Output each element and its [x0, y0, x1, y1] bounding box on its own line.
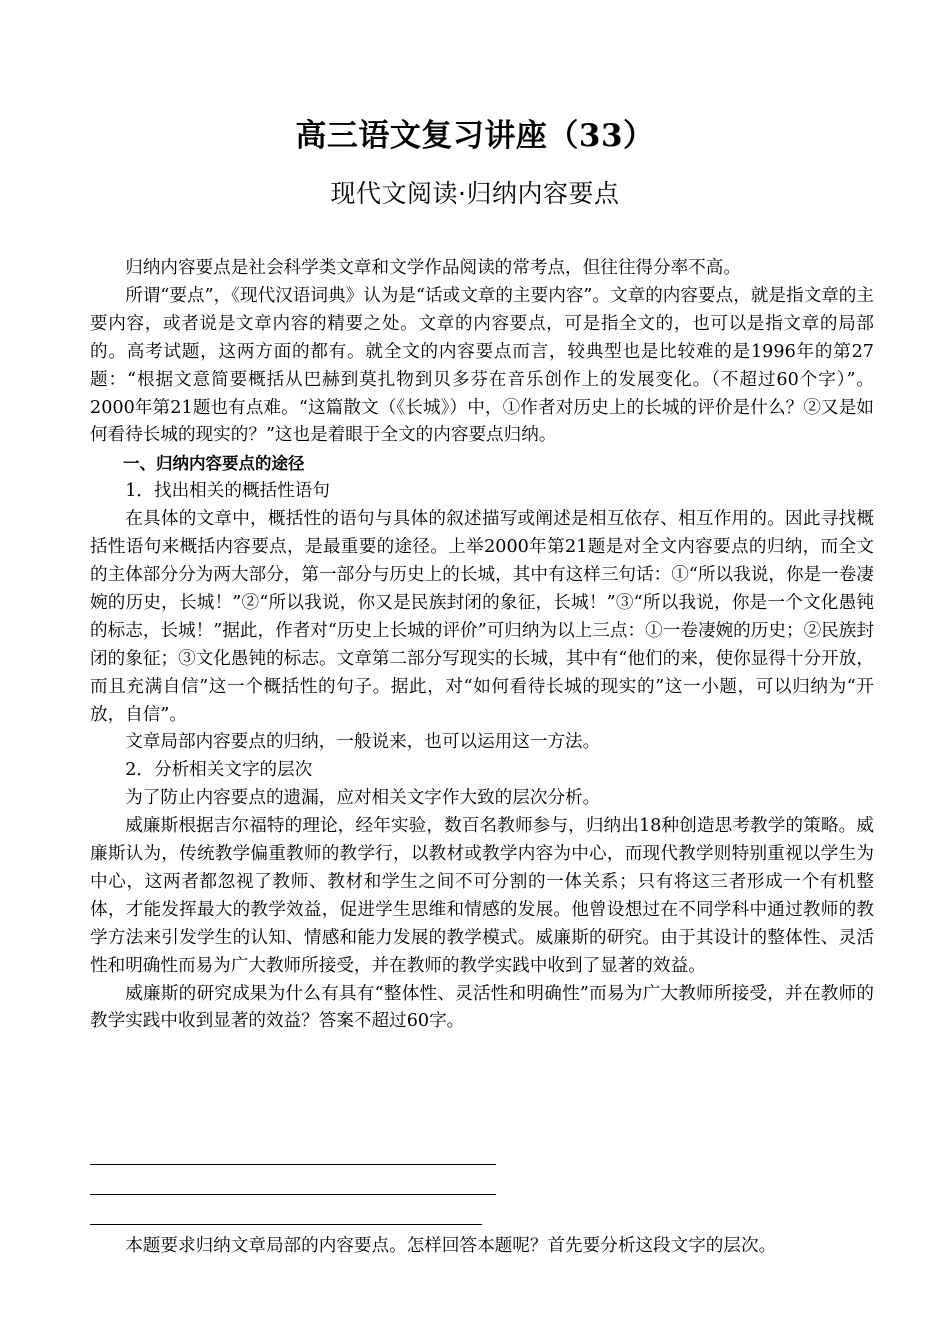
- document-subtitle: 现代文阅读·归纳内容要点: [330, 179, 620, 208]
- paragraph: 本题要求归纳文章局部的内容要点。怎样回答本题呢？首先要分析这段文字的层次。: [125, 1236, 777, 1256]
- document-body: [90, 255, 874, 1036]
- answer-line: [90, 1194, 496, 1195]
- subsection-heading: 2．分析相关文字的层次: [125, 760, 313, 781]
- paragraph: 文章局部内容要点的归纳，一般说来，也可以运用这一方法。: [125, 732, 601, 753]
- paragraph: 所谓“要点”，《现代汉语词典》认为是“话或文章的主要内容”。文章的内容要点，就是指文章的主要内容，或者说是文章内容的精要之处。文章的内容要点，可是指全文的，也可以是指文章的局部的。高考试题，这两方面的都有。就全文的内容要点而言，较典型也是比较难的是1996年的第27题：“根据文意简要概括从巴赫到莫扎物到贝多芬在音乐创作上的发展变化。（不超过60个字）”。2000年第21题也有点难。“这篇散文（《长城》）中，①作者对历史上的长城的评价是什么？②又是如何看待长城的现实的？”这也是着眼于全文的内容要点归纳。: [90, 285, 874, 446]
- paragraph: 威廉斯根据吉尔福特的理论，经年实验，数百名教师参与，归纳出18种创造思考教学的策略。威廉斯认为，传统教学偏重教师的教学行，以教材或教学内容为中心，而现代教学则特别重视以学生为中心，这两者都忽视了教师、教材和学生之间不可分割的一体关系；只有将这三者形成一个有机整体，才能发挥最大的教学效益，促进学生思维和情感的发展。他曾设想过在不同学科中通过教师的教学方法来引发学生的认知、情感和能力发展的教学模式。威廉斯的研究。由于其设计的整体性、灵活性和明确性而易为广大教师所接受，并在教师的教学实践中收到了显著的效益。: [90, 816, 874, 976]
- answer-line: [90, 1224, 482, 1225]
- subsection-heading: 1．找出相关的概括性语句: [125, 481, 330, 502]
- question-paragraph: 威廉斯的研究成果为什么有具有“整体性、灵活性和明确性”而易为广大教师所接受，并在教师的教学实践中收到显著的效益？答案不超过60字。: [90, 983, 874, 1032]
- paragraph: 在具体的文章中，概括性的语句与具体的叙述描写或阐述是相互依存、相互作用的。因此寻找概括性语句来概括内容要点，是最重要的途径。上举2000年第21题是对全文内容要点的归纳，而全文的主体部分分为两大部分，第一部分与历史上的长城，其中有这样三句话：①“所以我说，你是一卷凄婉的历史，长城！”②“所以我说，你又是民族封闭的象征，长城！”③“所以我说，你是一个文化愚钝的标志，长城！”据此，作者对“历史上长城的评价”可归纳为以上三点：①一卷凄婉的历史；②民族封闭的象征；③文化愚钝的标志。文章第二部分写现实的长城，其中有“他们的来，使你显得十分开放，而且充满自信”这一个概括性的句子。据此，对“如何看待长城的现实的”这一小题，可以归纳为“开放，自信”。: [90, 509, 874, 725]
- paragraph: 为了防止内容要点的遗漏，应对相关文字作大致的层次分析。: [125, 788, 601, 809]
- answer-line: [90, 1164, 496, 1165]
- document-title: 高三语文复习讲座（33）: [295, 118, 655, 154]
- section-heading: 一、归纳内容要点的途径: [123, 454, 305, 474]
- paragraph: 归纳内容要点是社会科学类文章和文学作品阅读的常考点，但往往得分率不高。: [125, 258, 741, 278]
